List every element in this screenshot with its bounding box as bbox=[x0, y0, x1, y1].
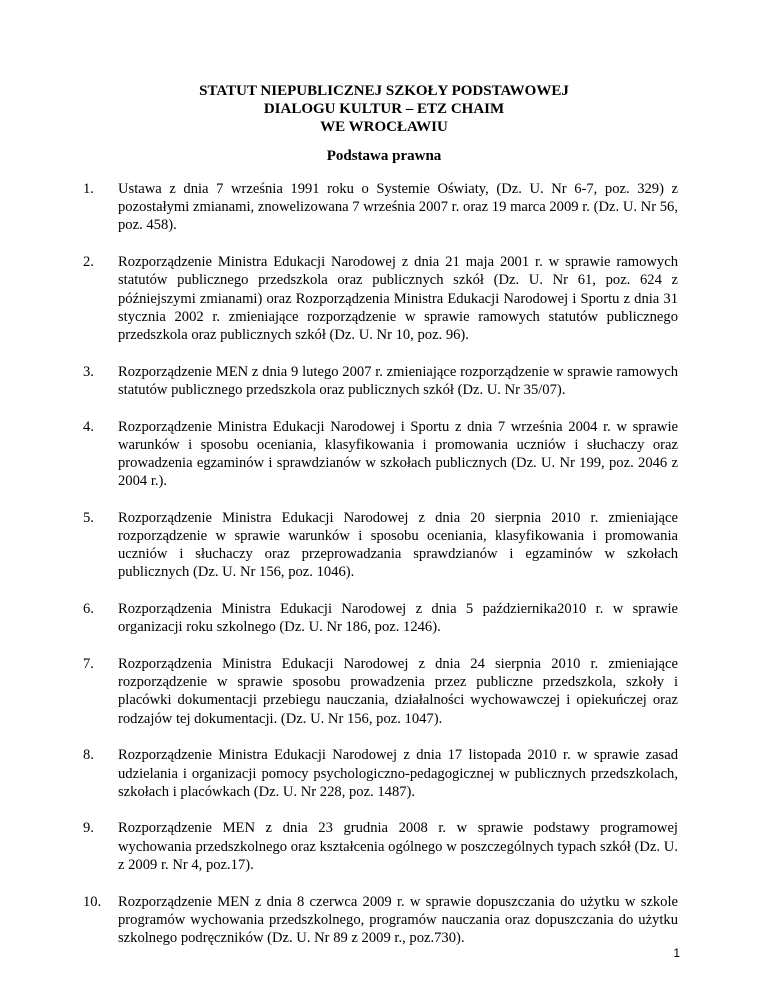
list-item-text: Rozporządzenie Ministra Edukacji Narodowej z dnia 21 maja 2001 r. w sprawie ramowych statutów publicznego przedszkola oraz publicznych szkół (Dz. U. Nr 61, poz. 624 z późniejszymi zmianami) oraz Rozporządzenia Ministra Edukacji Narodowej i Sportu z dnia 31 stycznia 2002 r. zmieniające rozporządzenie w sprawie ramowych statutów publicznego przedszkola oraz publicznych szkół (Dz. U. Nr 10, poz. 96). bbox=[118, 254, 678, 343]
list-item bbox=[83, 600, 678, 636]
list-item-number: 7. bbox=[83, 656, 94, 673]
list-item-text: Rozporządzenie Ministra Edukacji Narodowej i Sportu z dnia 7 września 2004 r. w sprawie warunków i sposobu oceniania, klasyfikowania i promowania uczniów i słuchaczy oraz prowadzenia egzaminów i sprawdzianów w szkołach publicznych (Dz. U. Nr 199, poz. 2046 z 2004 r.). bbox=[118, 418, 678, 490]
title-line-3: WE WROCŁAWIU bbox=[320, 119, 448, 135]
list-item bbox=[83, 655, 678, 728]
document-title bbox=[0, 82, 768, 136]
title-line-2: DIALOGU KULTUR – ETZ CHAIM bbox=[263, 101, 505, 117]
list-item bbox=[83, 418, 678, 491]
list-item bbox=[83, 180, 678, 235]
list-item-number: 4. bbox=[83, 418, 94, 435]
title-line-1: STATUT NIEPUBLICZNEJ SZKOŁY PODSTAWOWEJ bbox=[199, 83, 569, 99]
section-heading: Podstawa prawna bbox=[326, 148, 442, 164]
list-item-text: Rozporządzenia Ministra Edukacji Narodowej z dnia 5 października2010 r. w sprawie organizacji roku szkolnego (Dz. U. Nr 186, poz. 1246). bbox=[118, 601, 678, 636]
list-item-number: 6. bbox=[83, 601, 94, 618]
list-item-text: Rozporządzenie MEN z dnia 23 grudnia 2008 r. w sprawie podstawy programowej wychowania przedszkolnego oraz kształcenia ogólnego w poszczególnych typach szkół (Dz. U. z 2009 r. Nr 4, poz.17). bbox=[118, 820, 678, 873]
list-item-number: 10. bbox=[83, 893, 102, 910]
list-item-number: 8. bbox=[83, 747, 94, 764]
list-item bbox=[83, 819, 678, 874]
list-item-text: Rozporządzenie MEN z dnia 8 czerwca 2009 r. w sprawie dopuszczania do użytku w szkole programów wychowania przedszkolnego, programów nauczania oraz dopuszczania do użytku szkolnego podręczników (Dz. U. Nr 89 z 2009 r., poz.730). bbox=[118, 893, 678, 946]
list-item-number: 9. bbox=[83, 820, 94, 837]
legal-basis-list bbox=[83, 180, 678, 966]
list-item bbox=[83, 746, 678, 801]
list-item-text: Ustawa z dnia 7 września 1991 roku o Systemie Oświaty, (Dz. U. Nr 6-7, poz. 329) z pozostałymi zmianami, znowelizowana 7 września 2007 r. oraz 19 marca 2009 r. (Dz. U. Nr 56, poz. 458). bbox=[118, 181, 678, 234]
list-item-text: Rozporządzenie Ministra Edukacji Narodowej z dnia 17 listopada 2010 r. w sprawie zasad udzielania i organizacji pomocy psychologiczno-pedagogicznej w publicznych przedszkolach, szkołach i placówkach (Dz. U. Nr 228, poz. 1487). bbox=[118, 747, 678, 800]
list-item-number: 5. bbox=[83, 509, 94, 526]
list-item-number: 3. bbox=[83, 363, 94, 380]
list-item-text: Rozporządzenie Ministra Edukacji Narodowej z dnia 20 sierpnia 2010 r. zmieniające rozporządzenie w sprawie warunków i sposobu oceniania, klasyfikowania i promowania uczniów i słuchaczy oraz przeprowadzania sprawdzianów i egzaminów w szkołach publicznych (Dz. U. Nr 156, poz. 1046). bbox=[118, 509, 678, 581]
list-item-number: 1. bbox=[83, 181, 94, 197]
list-item bbox=[83, 893, 678, 948]
list-item-number: 2. bbox=[83, 254, 94, 271]
list-item bbox=[83, 253, 678, 344]
list-item bbox=[83, 509, 678, 582]
list-item-text: Rozporządzenia Ministra Edukacji Narodowej z dnia 24 sierpnia 2010 r. zmieniające rozporządzenie w sprawie sposobu prowadzenia przez publiczne przedszkola, szkoły i placówki dokumentacji przebiegu nauczania, działalności wychowawczej i opiekuńczej oraz rodzajów tej dokumentacji. (Dz. U. Nr 156, poz. 1047). bbox=[118, 656, 678, 727]
list-item bbox=[83, 363, 678, 399]
page-number: 1 bbox=[673, 946, 680, 960]
list-item-text: Rozporządzenie MEN z dnia 9 lutego 2007 r. zmieniające rozporządzenie w sprawie ramowych statutów publicznego przedszkola oraz publicznych szkół (Dz. U. Nr 35/07). bbox=[118, 363, 678, 398]
